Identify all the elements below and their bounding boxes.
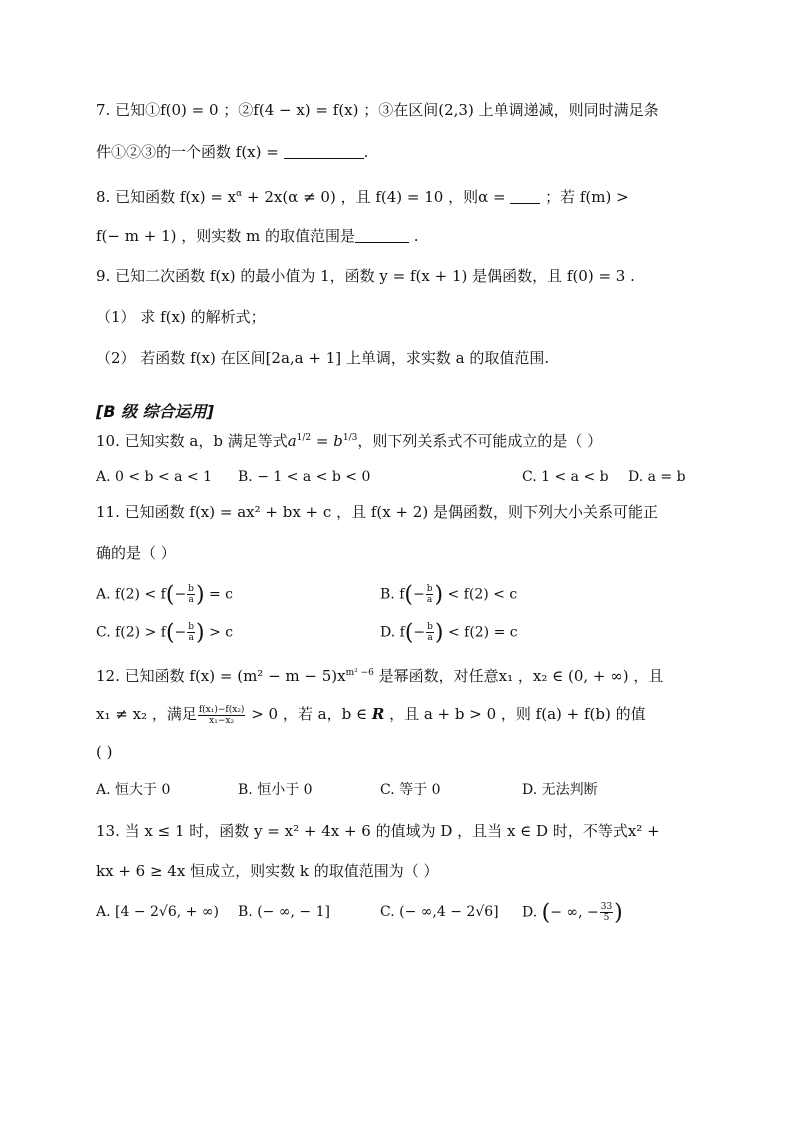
q11-option-c: C. f(2) > f(− $\frac{b}{a}$ ) > c (96, 620, 234, 646)
q11-a-text1: A. f(2) < f (96, 586, 166, 603)
q11-line2: 确的是（ ） (96, 544, 176, 562)
b-over-a-fraction: $\frac{b}{a}$ (188, 622, 195, 643)
q12-line2-d: ，且 a + b > 0 ，则 f(a) + f(b) 的值 (384, 705, 646, 723)
q10-a: a (287, 432, 297, 450)
answer-blank (284, 144, 364, 159)
q12-fraction: $\frac{\text{f(x₁)−f(x₂)}}{\text{x₁−x₂}}$ (198, 704, 245, 726)
section-heading: [B 级 综合运用] (96, 402, 214, 421)
q8-line2-text: f(− m + 1) ，则实数 m 的取值范围是 (96, 227, 355, 245)
q13-option-c: C. (− ∞,4 − 2√6] (380, 904, 499, 920)
q8-line1 (96, 184, 629, 207)
q13-line2: kx + 6 ≥ 4x 恒成立，则实数 k 的取值范围为（ ） (96, 862, 439, 880)
q10-stem (96, 428, 602, 451)
q7-line2: 件①②③的一个函数 f(x) = . (96, 143, 369, 161)
q11-option-a: A. f(2) < f(− $\frac{b}{a}$ ) = c (96, 582, 234, 608)
q10-stem-text: 10. 已知实数 a，b 满足等式 (96, 432, 288, 450)
q10-option-c: C. 1 < a < b (522, 469, 609, 485)
q13-line1: 13. 当 x ≤ 1 时，函数 y = x² + 4x + 6 的值域为 D ，且当 x ∈ D 时，不等式x² + (96, 822, 660, 840)
q13-d-label: D. (522, 904, 542, 921)
q12-option-a: A. 恒大于 0 (96, 782, 171, 798)
q12-line2 (96, 704, 646, 726)
q12-line1-tail: 是幂函数，对任意x₁ ，x₂ ∈ (0, + ∞) ，且 (373, 667, 664, 685)
q11-d-text1: D. f (380, 624, 405, 641)
q9-part1: （1） 求 f(x) 的解析式； (96, 308, 266, 326)
q10-b-exp: 1/3 (342, 433, 358, 443)
q10-option-a: A. 0 < b < a < 1 (96, 469, 213, 485)
q7-line1: 7. 已知①f(0) = 0 ；②f(4 − x) = f(x) ；③在区间(2,3) 上单调递减，则同时满足条 (96, 101, 659, 119)
q12-option-b: B. 恒小于 0 (238, 782, 313, 798)
q8-text-b: + 2x(α ≠ 0) ，且 f(4) = 10 ，则α = (242, 188, 511, 206)
q12-line2-b: > 0 ，若 a，b ∈ (246, 705, 372, 723)
q12-line1-text: 12. 已知函数 f(x) = (m² − m − 5)x (96, 667, 346, 685)
q10-b: b (333, 432, 343, 450)
q13-option-d: D. (− ∞, − $\frac{33}{5}$ ) (522, 900, 623, 926)
q11-option-b: B. f(− $\frac{b}{a}$ ) < f(2) < c (380, 582, 518, 608)
q8-text-c: ；若 f(m) > (540, 188, 629, 206)
q11-option-d: D. f(− $\frac{b}{a}$ ) < f(2) = c (380, 620, 518, 646)
q11-b-text2: < f(2) < c (443, 586, 518, 603)
q12-line1 (96, 663, 663, 686)
q11-c-text2: > c (204, 624, 234, 641)
q10-a-exp: 1/2 (296, 433, 312, 443)
q13-option-a: A. [4 − 2√6, + ∞) (96, 904, 219, 920)
answer-blank (355, 228, 409, 243)
q11-line1: 11. 已知函数 f(x) = ax² + bx + c ，且 f(x + 2) 是偶函数，则下列大小关系可能正 (96, 503, 658, 521)
q10-option-b: B. − 1 < a < b < 0 (238, 469, 371, 485)
q12-line3: ( ) (96, 743, 113, 761)
q10-stem-tail: ，则下列关系式不可能成立的是（ ） (357, 432, 603, 450)
q10-eq: = (311, 432, 334, 450)
q12-exponent: m² −6 (345, 668, 374, 678)
q13-d-text: − ∞, − (550, 904, 599, 921)
q12-option-d: D. 无法判断 (522, 782, 598, 798)
q9-part2: （2） 若函数 f(x) 在区间[2a,a + 1] 上单调，求实数 a 的取值范围. (96, 349, 550, 367)
q7-line2-text: 件①②③的一个函数 f(x) = (96, 143, 284, 161)
q11-a-text2: = c (204, 586, 234, 603)
q8-text-a: 8. 已知函数 f(x) = x (96, 188, 237, 206)
b-over-a-fraction: $\frac{b}{a}$ (427, 622, 433, 643)
q13-d-fraction: $\frac{33}{5}$ (600, 902, 613, 923)
q9-line1: 9. 已知二次函数 f(x) 的最小值为 1，函数 y = f(x + 1) 是偶函数，且 f(0) = 3 . (96, 267, 635, 285)
q12-option-c: C. 等于 0 (380, 782, 441, 798)
q11-d-text2: < f(2) = c (443, 624, 518, 641)
b-over-a-fraction: $\frac{b}{a}$ (426, 584, 433, 605)
q11-b-text1: B. f (380, 586, 405, 603)
answer-blank (510, 189, 540, 204)
q8-exponent: α (236, 189, 243, 199)
b-over-a-fraction: $\frac{b}{a}$ (188, 584, 194, 605)
real-set-symbol: R (371, 705, 385, 723)
q12-line2-a: x₁ ≠ x₂ ，满足 (96, 705, 197, 723)
q13-option-b: B. (− ∞, − 1] (238, 904, 330, 920)
q8-line2: f(− m + 1) ，则实数 m 的取值范围是 . (96, 227, 419, 245)
q11-c-text1: C. f(2) > f (96, 624, 166, 641)
q10-option-d: D. a = b (628, 469, 686, 485)
